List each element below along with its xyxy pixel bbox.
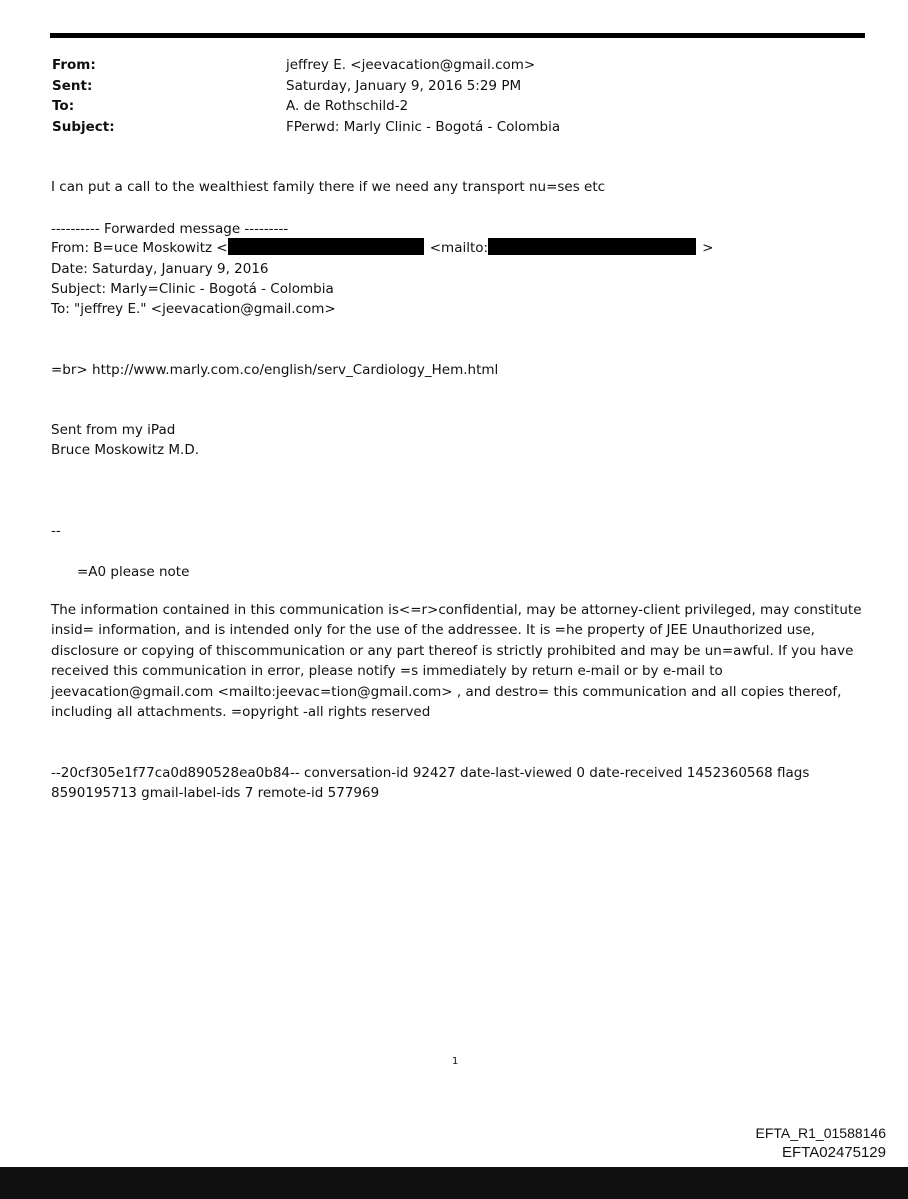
forwarded-date: Date: Saturday, January 9, 2016: [51, 261, 269, 277]
sent-label: Sent:: [52, 78, 93, 94]
forwarded-from-prefix: From: B=uce Moskowitz <: [51, 240, 228, 256]
to-value: A. de Rothschild-2: [286, 98, 409, 114]
signature: Bruce Moskowitz M.D.: [51, 442, 200, 458]
from-label: From:: [52, 57, 96, 73]
subject-label: Subject:: [52, 119, 115, 135]
redaction-box: [488, 238, 696, 255]
link-line: =br> http://www.marly.com.co/english/serv_Cardiology_Hem.html: [51, 362, 499, 378]
disclaimer-line: received this communication in error, please notify =s immediately by return e-mail or by e-mail to: [51, 663, 723, 680]
disclaimer-line: jeevacation@gmail.com <mailto:jeevac=tion@gmail.com> , and destro= this communication and all copies thereof,: [51, 683, 842, 700]
forwarded-mailto: <mailto:: [429, 240, 489, 256]
bates-stamp-secondary: EFTA02475129: [782, 1144, 886, 1161]
intro-text: I can put a call to the wealthiest family there if we need any transport nu=ses etc: [51, 179, 606, 195]
metadata-line: 8590195713 gmail-label-ids 7 remote-id 577969: [51, 785, 380, 801]
forward-marker: ---------- Forwarded message ---------: [51, 221, 289, 237]
bottom-bar: [0, 1167, 908, 1199]
top-rule: [50, 33, 865, 38]
disclaimer-line: insid= information, and is intended only for the use of the addressee. It is =he property of JEE Unauthorized use,: [51, 622, 815, 639]
signature-separator: --: [51, 523, 61, 539]
bates-stamp-primary: EFTA_R1_01588146: [755, 1125, 886, 1141]
disclaimer-line: The information contained in this communication is<=r>confidential, may be attorney-client privileged, may constitute: [51, 602, 862, 618]
forwarded-from-line: [51, 238, 713, 258]
page-number: 1: [452, 1056, 459, 1067]
forwarded-close: >: [702, 240, 714, 256]
forwarded-to: To: "jeffrey E." <jeevacation@gmail.com>: [51, 301, 336, 317]
forwarded-subject: Subject: Marly=Clinic - Bogotá - Colombia: [51, 281, 334, 297]
disclaimer-line: disclosure or copying of thiscommunication or any part thereof is strictly prohibited and may be un=awful. If you have: [51, 642, 854, 659]
sent-value: Saturday, January 9, 2016 5:29 PM: [286, 78, 522, 94]
metadata-line: --20cf305e1f77ca0d890528ea0b84-- conversation-id 92427 date-last-viewed 0 date-received 1452360568 flags: [51, 765, 810, 781]
to-label: To:: [52, 98, 75, 114]
from-value: jeffrey E. <jeevacation@gmail.com>: [286, 57, 536, 73]
confidentiality-disclaimer: [51, 600, 871, 722]
disclaimer-line: including all attachments. =opyright -all rights reserved: [51, 704, 431, 721]
subject-value: FPerwd: Marly Clinic - Bogotá - Colombia: [286, 119, 561, 135]
please-note: =A0 please note: [77, 564, 190, 580]
redaction-box: [228, 238, 424, 255]
sent-from-line: Sent from my iPad: [51, 422, 176, 438]
